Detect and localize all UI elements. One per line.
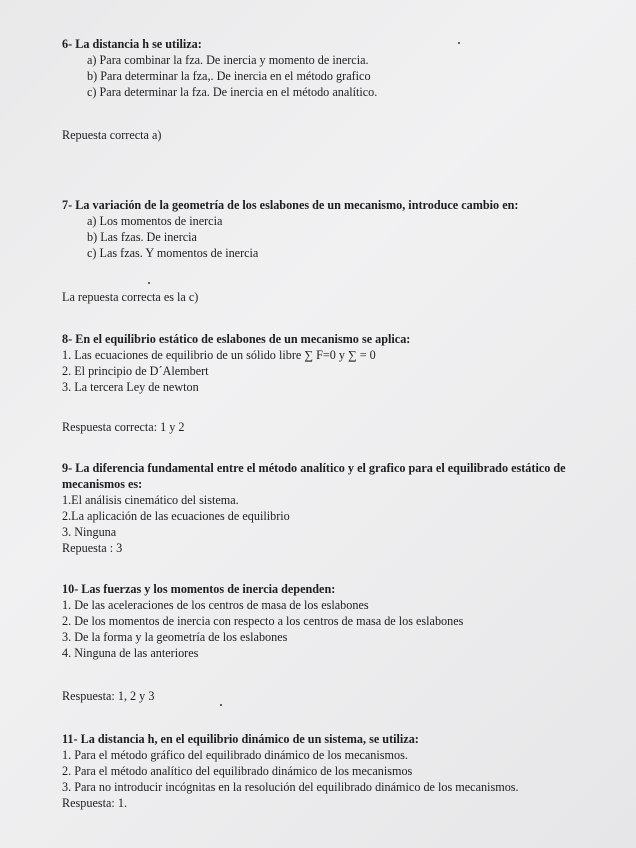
question-10-item-2: 2. De los momentos de inercia con respecto a los centros de masa de los eslabones	[62, 614, 464, 628]
question-11-answer: Respuesta: 1.	[62, 796, 127, 810]
question-6-answer: Repuesta correcta a)	[62, 128, 162, 142]
question-8-item-3: 3. La tercera Ley de newton	[62, 380, 199, 394]
question-8-item-2: 2. El principio de D´Alembert	[62, 364, 209, 378]
paper-speck	[220, 704, 222, 706]
question-11-item-2: 2. Para el método analítico del equilibrado dinámico de los mecanismos	[62, 764, 413, 778]
question-8-title: 8- En el equilibrio estático de eslabones de un mecanismo se aplica:	[62, 332, 411, 346]
question-7-title: 7- La variación de la geometría de los eslabones de un mecanismo, introduce cambio en:	[62, 198, 519, 212]
question-8-item-1: 1. Las ecuaciones de equilibrio de un sólido libre ∑ F=0 y ∑ = 0	[62, 348, 376, 362]
question-9-answer: Repuesta : 3	[62, 541, 123, 555]
question-9	[62, 460, 622, 556]
paper-speck	[458, 42, 460, 44]
question-7	[62, 197, 622, 261]
question-8-answer: Respuesta correcta: 1 y 2	[62, 420, 185, 434]
question-11-item-1: 1. Para el método gráfico del equilibrado dinámico de los mecanismos.	[62, 748, 408, 762]
question-9-title-line1: 9- La diferencia fundamental entre el método analítico y el grafico para el equilibrado estático de	[62, 461, 566, 475]
question-10-answer: Respuesta: 1, 2 y 3	[62, 689, 155, 703]
question-9-item-2: 2.La aplicación de las ecuaciones de equilibrio	[62, 509, 290, 523]
question-6-option-a: a) Para combinar la fza. De inercia y momento de inercia.	[87, 53, 369, 67]
question-11-title: 11- La distancia h, en el equilibrio dinámico de un sistema, se utiliza:	[62, 732, 419, 746]
question-6-option-b: b) Para determinar la fza,. De inercia en el método grafico	[87, 69, 371, 83]
question-10-item-4: 4. Ninguna de las anteriores	[62, 646, 199, 660]
question-6-option-c: c) Para determinar la fza. De inercia en el método analítico.	[87, 85, 378, 99]
paper-speck	[148, 282, 150, 284]
question-7-option-c: c) Las fzas. Y momentos de inercia	[87, 246, 259, 260]
question-10-item-1: 1. De las aceleraciones de los centros de masa de los eslabones	[62, 598, 369, 612]
question-7-option-b: b) Las fzas. De inercia	[87, 230, 197, 244]
question-10-item-3: 3. De la forma y la geometría de los eslabones	[62, 630, 288, 644]
question-6	[62, 36, 622, 100]
question-9-item-3: 3. Ninguna	[62, 525, 117, 539]
question-11	[62, 731, 622, 811]
question-8	[62, 331, 622, 395]
question-9-item-1: 1.El análisis cinemático del sistema.	[62, 493, 239, 507]
question-9-title-line2: mecanismos es:	[62, 477, 143, 491]
question-11-item-3: 3. Para no introducir incógnitas en la resolución del equilibrado dinámico de los mecanismos.	[62, 780, 519, 794]
question-7-answer: La repuesta correcta es la c)	[62, 290, 199, 304]
question-6-title: 6- La distancia h se utiliza:	[62, 37, 202, 51]
question-7-option-a: a) Los momentos de inercia	[87, 214, 223, 228]
question-10-title: 10- Las fuerzas y los momentos de inercia dependen:	[62, 582, 336, 596]
question-10	[62, 581, 622, 661]
